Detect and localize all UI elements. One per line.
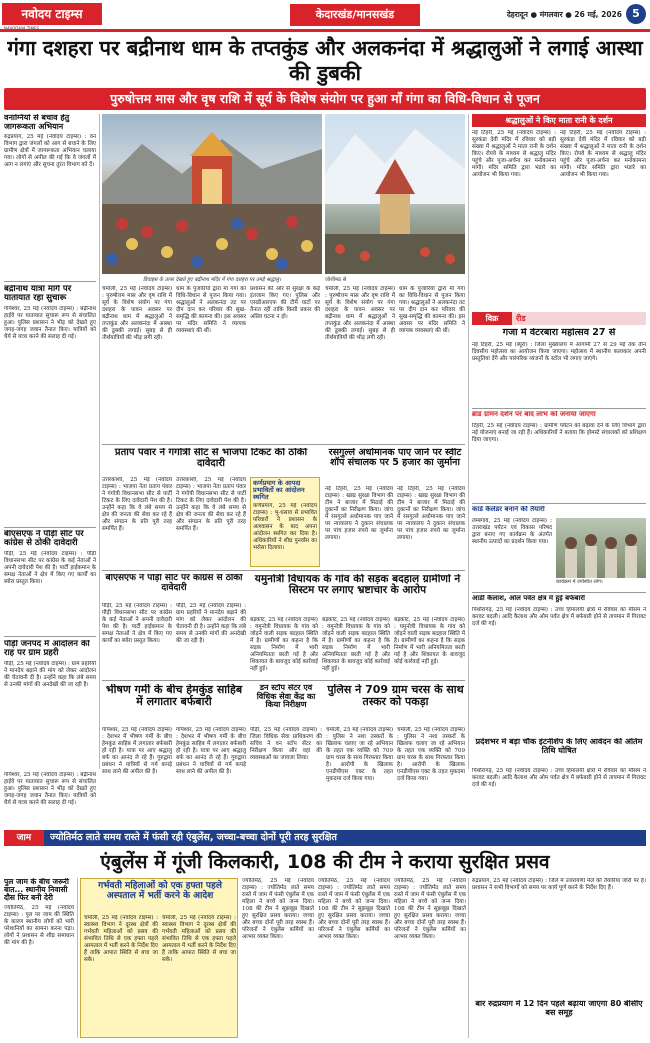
lead-story-col-4: चमोली, 25 मई (नवोदय टाइम्स) : पुरुषोत्तम मास और वृष राशि में सूर्य के विशेष संयोग पर गंगा दशहरा के पावन अवसर पर बद्रीनाथ धाम में श्रद्धालुओं ने तप्तकुंड और अलकनंदा में आस्था की डुबकी लगाई। सुबह से ही तीर्थयात्रियों की भीड़ लगी रही। xyxy=(325,286,395,341)
left-brief-3-text: पौड़ी, 25 मई (नवोदय टाइम्स) : पौड़ी विधानसभा सीट पर कांग्रेस के कई नेताओं ने अपनी दावेदारी पेश की है। पार्टी हाईकमान के समक्ष नेताओं ने क्षेत्र में किए गए कार्यों का ब्योरा प्रस्तुत किया। xyxy=(4,551,96,586)
bottom-story-col-2: ज्योतिर्मठ, 25 मई (नवोदय टाइम्स) : ज्योतिर्मठ लाते समय रास्ते में जाम में फंसी एंबुलेंस में एक महिला ने बच्चे को जन्म दिया। 108 की टीम ने सूझबूझ दिखाते हुए सुरक्षित प्रसव कराया। जच्चा और बच्चा दोनों पूरी तरह स्वस्थ हैं। परिजनों ने एंबुलेंस कर्मियों का आभार व्यक्त किया। xyxy=(318,878,390,940)
pratap-text-a: उत्तरकाशी, 25 मई (नवोदय टाइम्स) : भाजपा नेता प्रताप पंवार ने गंगोत्री विधानसभा सीट से पार्टी टिकट के लिए दावेदारी पेश की है। उन्होंने कहा कि वे लंबे समय से क्षेत्र की जनता की सेवा कर रहे हैं और संगठन के प्रति पूरी तरह समर्पित हैं। xyxy=(102,477,172,532)
page-number: 5 xyxy=(626,4,646,24)
right-brief-4-photo xyxy=(556,518,646,578)
left-brief-3 xyxy=(4,530,96,634)
yamunotri-text-a: बड़कोट, 25 मई (नवोदय टाइम्स) : यमुनोत्री विधायक के गांव को जोड़ने वाली सड़क बदहाल स्थिति में है। ग्रामीणों का कहना है कि सड़क निर्माण में भारी अनियमितता बरती गई है और शिकायत के बावजूद कोई कार्रवाई नहीं हुई। xyxy=(250,617,318,672)
divider xyxy=(4,281,96,282)
right-brief-5-title: आर्डी कैलाश, ओल पर्वत क्षेत्र में हुई बर्फबारी xyxy=(472,595,585,602)
temple-crowd-illustration xyxy=(102,114,322,274)
karnaprayag-box xyxy=(250,477,320,567)
bottom-left-brief-text: ज्योतिर्मठ, 25 मई (नवोदय टाइम्स) : पुल पर जाम की स्थिति के कारण स्थानीय लोगों को भारी परेशानियों का सामना करना पड़ा। लोगों ने प्रशासन से शीघ्र समाधान की मांग की है। xyxy=(4,905,74,947)
right-brief-1-title: श्रद्धालुओं ने किए माता रानी के दर्शन xyxy=(505,116,613,125)
pregnant-women-text-b: चमोली, 25 मई (नवोदय टाइम्स) : स्वास्थ्य विभाग ने दूरस्थ क्षेत्रों की गर्भवती महिलाओं को प्रसव की संभावित तिथि से एक हफ्ता पहले अस्पताल में भर्ती करने के निर्देश दिए हैं ताकि आपात स्थिति से बचा जा सके। xyxy=(162,915,236,963)
divider xyxy=(102,680,465,681)
right-photo xyxy=(325,114,465,274)
onestop-text: पौड़ी, 25 मई (नवोदय टाइम्स) : जिला विधिक सेवा प्राधिकरण की सचिव ने वन स्टॉप सेंटर का निरीक्षण किया और वहां की व्यवस्थाओं का जायजा लिया। xyxy=(250,727,322,761)
divider xyxy=(472,592,646,593)
lead-story-col-3: प्रशासन की ओर से सुरक्षा के कड़े इंतजाम किए गए। पुलिस और एसडीआरएफ की टीमें घाटों पर तैनात रहीं ताकि किसी प्रकार की अप्रिय घटना न हो। xyxy=(250,286,320,320)
left-brief-2-title: बद्रीनाथ यात्रा मार्ग पर यातायात रहा सुचारू xyxy=(4,285,72,304)
lead-photo-caption: डिवाइस के ऊपर देखते हुए बद्रीनाथ मंदिर में गंगा दशहरा पर उमड़े श्रद्धालु। xyxy=(142,277,282,283)
right-section-label-red: विक्र xyxy=(472,312,512,325)
pratap-text-b: उत्तरकाशी, 25 मई (नवोदय टाइम्स) : भाजपा नेता प्रताप पंवार ने गंगोत्री विधानसभा सीट से पार्टी टिकट के लिए दावेदारी पेश की है। उन्होंने कहा कि वे लंबे समय से क्षेत्र की जनता की सेवा कर रहे हैं और संगठन के प्रति पूरी तरह समर्पित हैं। xyxy=(176,477,246,532)
karnaprayag-title: कर्णप्रयाग के आपदा प्रभावितों का आंदोलन स्थगित xyxy=(253,479,305,502)
column-rule xyxy=(99,114,100,769)
left-brief-2-text: गोपेश्वर, 25 मई (नवोदय टाइम्स) : बद्रीनाथ हाईवे पर यातायात सुचारू रूप से संचालित हुआ। पुलिस प्रशासन ने भीड़ को देखते हुए जगह-जगह जवान तैनात किए। यात्रियों को धैर्य से यात्रा करने की सलाह दी गई। xyxy=(4,306,96,341)
onestop-title: डन स्टॉप सेंटर एवं विधिक सेवा केंद्र का किया निरीक्षण xyxy=(256,684,316,710)
rasgulle-text-b: नई टिहरी, 25 मई (नवोदय टाइम्स) : खाद्य सुरक्षा विभाग की टीम ने बाजार में मिठाई की दुकानों का निरीक्षण किया। जांच में रसगुल्ले अधोमानक पाए जाने पर न्यायालय ने दुकान संचालक पर पांच हजार रुपये का जुर्माना लगाया। xyxy=(397,486,465,541)
right-section-label xyxy=(472,312,646,325)
right-brief-1-text-b: नई टिहरी, 25 मई (नवोदय टाइम्स) : सुरकंडा देवी मंदिर में रविवार को बड़ी संख्या में श्रद्धालुओं ने माता रानी के दर्शन किए। रोपवे के माध्यम से श्रद्धालु मंदिर पहुंचे और पूजा-अर्चना कर मनोकामना मांगी। मंदिर समिति द्वारा भंडारे का आयोजन भी किया गया। xyxy=(560,130,646,178)
right-photo-caption: जोशीमठ से xyxy=(325,277,347,283)
pratap-headline: प्रताप पंवार ने गंगोत्री सीट से भाजपा टिकट की ठोकी दावेदारी xyxy=(114,448,308,469)
right-section-label-text: रीड xyxy=(516,314,526,323)
bottom-ticker-text: ज्योतिर्मठ लाते समय रास्ते में फंसी रही एंबुलेंस, जच्चा-बच्चा दोनों पूरी तरह सुरक्षित xyxy=(50,832,337,843)
lead-headline: गंगा दशहरा पर बद्रीनाथ धाम के तप्तकुंड और अलकनंदा में श्रद्धालुओं ने लगाई आस्था की डुबकी xyxy=(7,36,643,85)
column-rule xyxy=(468,114,469,769)
right-brief-5-text: पिथौरागढ़, 25 मई (नवोदय टाइम्स) : उच्च हिमालयी क्षेत्रों में रविवार को मौसम ने करवट बदली। आदि कैलाश और ओम पर्वत क्षेत्र में बर्फबारी होने से तापमान में गिरावट दर्ज की गई। xyxy=(472,607,646,627)
divider xyxy=(102,444,465,445)
karnaprayag-text: कर्णप्रयाग, 25 मई (नवोदय टाइम्स) : भू-धंसाव से प्रभावित परिवारों ने प्रशासन के आश्वासन के बाद अपना आंदोलन स्थगित कर दिया है। अधिकारियों ने शीघ्र पुनर्वास का भरोसा दिलाया। xyxy=(253,503,317,552)
right-brief-4-caption: कार्यक्रम में उपस्थित लोग। xyxy=(556,579,603,585)
left-brief-1 xyxy=(4,114,96,280)
header-bar xyxy=(0,0,650,32)
pregnant-women-box xyxy=(80,878,238,1038)
divider xyxy=(472,408,646,409)
divider xyxy=(4,527,96,528)
divider xyxy=(102,570,465,571)
left-brief-4-more: गोपेश्वर, 25 मई (नवोदय टाइम्स) : बद्रीनाथ हाईवे पर यातायात सुचारू रूप से संचालित हुआ। पुलिस प्रशासन ने भीड़ को देखते हुए जगह-जगह जवान तैनात किए। यात्रियों को धैर्य से यात्रा करने की सलाह दी गई। xyxy=(4,772,96,806)
right-col-more: पिथौरागढ़, 25 मई (नवोदय टाइम्स) : उच्च हिमालयी क्षेत्रों में रविवार को मौसम ने करवट बदली। आदि कैलाश और ओम पर्वत क्षेत्र में बर्फबारी होने से तापमान में गिरावट दर्ज की गई। xyxy=(472,768,646,788)
section-name: केदारखंड/मानसखंड xyxy=(290,4,420,26)
lead-story-col-1: चमोली, 25 मई (नवोदय टाइम्स) : पुरुषोत्तम मास और वृष राशि में सूर्य के विशेष संयोग पर गंगा दशहरा के पावन अवसर पर बद्रीनाथ धाम में श्रद्धालुओं ने तप्तकुंड और अलकनंदा में आस्था की डुबकी लगाई। सुबह से ही तीर्थयात्रियों की भीड़ लगी रही। xyxy=(102,286,172,341)
hemkund-title: भीषण गर्मी के बीच हेमकुंड साहिब में लगातार बर्फबारी xyxy=(105,684,243,708)
lead-subheadline: पुरुषोत्तम मास और वृष राशि में सूर्य के विशेष संयोग पर हुआ माँ गंगा का विधि-विधान से पूजन xyxy=(110,91,540,106)
police-text-b: चमोली, 25 मई (नवोदय टाइम्स) : पुलिस ने नशा तस्करों के खिलाफ चलाए जा रहे अभियान के तहत एक व्यक्ति को 709 ग्राम चरस के साथ गिरफ्तार किया है। आरोपी के खिलाफ एनडीपीएस एक्ट के तहत मुकदमा दर्ज किया गया। xyxy=(397,727,465,782)
yamunotri-text-b: बड़कोट, 25 मई (नवोदय टाइम्स) : यमुनोत्री विधायक के गांव को जोड़ने वाली सड़क बदहाल स्थिति में है। ग्रामीणों का कहना है कि सड़क निर्माण में भारी अनियमितता बरती गई है और शिकायत के बावजूद कोई कार्रवाई नहीं हुई। xyxy=(322,617,390,672)
masthead-english: NAVODAYA TIMES xyxy=(4,26,40,31)
bottom-left-brief-title: पुल जाम के बीच जरूरी बात... स्थानीय निवासी दौस फिर बनी देरी xyxy=(4,878,69,903)
police-title: पुलिस ने 709 ग्राम चरस के साथ तस्कर को पकड़ा xyxy=(327,684,464,708)
rasgulle-title: रसगुल्ले अधोमानक पाए जाने पर स्वीट शॉप संचालक पर 5 हजार का जुर्माना xyxy=(328,448,462,469)
bottom-story-col-1: ज्योतिर्मठ, 25 मई (नवोदय टाइम्स) : ज्योतिर्मठ लाते समय रास्ते में जाम में फंसी एंबुलेंस में एक महिला ने बच्चे को जन्म दिया। 108 की टीम ने सूझबूझ दिखाते हुए सुरक्षित प्रसव कराया। जच्चा और बच्चा दोनों पूरी तरह स्वस्थ हैं। परिजनों ने एंबुलेंस कर्मियों का आभार व्यक्त किया। xyxy=(242,878,314,940)
left-brief-3-title: बीएसएफ ने पौड़ी सीट पर कांग्रेस से ठोकी दावेदारी xyxy=(4,530,84,549)
right-brief-4-text: लम्बगांव, 25 मई (नवोदय टाइम्स) : उत्तराखंड पर्यटन एवं विकास परिषद द्वारा बनाए गए कार्यक्रम के अंतर्गत स्थानीय उत्पादों का प्रदर्शन किया गया। xyxy=(472,518,552,545)
hemkund-text-a: गोपेश्वर, 25 मई (नवोदय टाइम्स) : देशभर में भीषण गर्मी के बीच हेमकुंड साहिब में लगातार बर्फबारी हो रही है। यात्रा पर आए श्रद्धालु बर्फ का आनंद ले रहे हैं। गुरुद्वारा प्रबंधन ने यात्रियों से गर्म कपड़े साथ लाने की अपील की है। xyxy=(102,727,172,775)
police-text-a: चमोली, 25 मई (नवोदय टाइम्स) : पुलिस ने नशा तस्करों के खिलाफ चलाए जा रहे अभियान के तहत एक व्यक्ति को 709 ग्राम चरस के साथ गिरफ्तार किया है। आरोपी के खिलाफ एनडीपीएस एक्ट के तहत मुकदमा दर्ज किया गया। xyxy=(326,727,393,782)
right-brief-4-title: कार्ड कैलेंडर बनाने की तैयारी xyxy=(472,506,545,513)
divider xyxy=(4,636,96,637)
bottom-headline: एंबुलेंस में गूंजी किलकारी, 108 की टीम ने कराया सुरक्षित प्रसव xyxy=(100,851,550,873)
left-brief-4-text: पौड़ी, 25 मई (नवोदय टाइम्स) : ग्राम प्रहरियों ने मानदेय बढ़ाने की मांग को लेकर आंदोलन की चेतावनी दी है। उन्होंने कहा कि लंबे समय से उनकी मांगों की अनदेखी की जा रही है। xyxy=(4,661,96,689)
bottom-ticker xyxy=(4,830,646,846)
yamunotri-title: यमुनोत्री विधायक के गांव की सड़क बदहाल ग्रामीणों ने सिस्टम पर लगाए भ्रष्टाचार के आरोप xyxy=(254,574,461,597)
right-brief-6-title: प्रदेशभर में बड़ा चौक इंटर्नशिप के लिए आवेदन की अंतिम तिथि घोषित xyxy=(475,738,643,755)
left-brief-4 xyxy=(4,640,96,770)
right-brief-3-text: टिहरी, 25 मई (नवोदय टाइम्स) : ग्रामीण पर्यटन को बढ़ावा देने के लिए विभाग द्वारा नई योजनाएं बनाई जा रही हैं। अधिकारियों ने बताया कि होमस्टे संचालकों को प्रशिक्षण दिया जाएगा। xyxy=(472,423,646,443)
bottom-right-title: बार रुद्रप्रयाग में 12 दिन पहले बढ़ाया जाएगा 80 बीसीए बस समूह xyxy=(475,1000,643,1017)
masthead: नवोदय टाइम्स xyxy=(2,3,102,25)
left-brief-2 xyxy=(4,285,96,525)
divider xyxy=(472,503,646,504)
pregnant-women-text-a: चमोली, 25 मई (नवोदय टाइम्स) : स्वास्थ्य विभाग ने दूरस्थ क्षेत्रों की गर्भवती महिलाओं को प्रसव की संभावित तिथि से एक हफ्ता पहले अस्पताल में भर्ती करने के निर्देश दिए हैं ताकि आपात स्थिति से बचा जा सके। xyxy=(84,915,158,963)
bottom-left-brief xyxy=(4,878,74,1038)
bottom-ticker-label: जाम xyxy=(4,830,44,846)
lead-story-col-2: धाम के पुजारियों द्वारा माँ गंगा का विधि-विधान से पूजन किया गया। श्रद्धालुओं ने अलकनंदा तट पर दीप दान कर परिवार की सुख-समृद्धि की कामना की। इस अवसर पर मंदिर समिति ने व्यापक व्यवस्थाएं की थीं। xyxy=(176,286,246,334)
bottom-story-col-3: ज्योतिर्मठ, 25 मई (नवोदय टाइम्स) : ज्योतिर्मठ लाते समय रास्ते में जाम में फंसी एंबुलेंस में एक महिला ने बच्चे को जन्म दिया। 108 की टीम ने सूझबूझ दिखाते हुए सुरक्षित प्रसव कराया। जच्चा और बच्चा दोनों पूरी तरह स्वस्थ हैं। परिजनों ने एंबुलेंस कर्मियों का आभार व्यक्त किया। xyxy=(394,878,466,940)
lead-photo xyxy=(102,114,322,274)
left-brief-4-title: पौड़ी जनपद में आंदोलन की राह पर ग्राम प्रहरी xyxy=(4,640,90,659)
mountain-temple-illustration xyxy=(325,114,465,274)
yamunotri-text-c: बड़कोट, 25 मई (नवोदय टाइम्स) : यमुनोत्री विधायक के गांव को जोड़ने वाली सड़क बदहाल स्थिति में है। ग्रामीणों का कहना है कि सड़क निर्माण में भारी अनियमितता बरती गई है और शिकायत के बावजूद कोई कार्रवाई नहीं हुई। xyxy=(394,617,465,665)
column-rule xyxy=(77,878,78,1038)
hemkund-text-b: गोपेश्वर, 25 मई (नवोदय टाइम्स) : देशभर में भीषण गर्मी के बीच हेमकुंड साहिब में लगातार बर्फबारी हो रही है। यात्रा पर आए श्रद्धालु बर्फ का आनंद ले रहे हैं। गुरुद्वारा प्रबंधन ने यात्रियों से गर्म कपड़े साथ लाने की अपील की है। xyxy=(176,727,246,775)
right-brief-1-title-bar xyxy=(472,114,646,127)
left-brief-1-title: वनाग्नियों से बचाव हेतु जागरूकता अभियान xyxy=(4,114,70,131)
right-brief-2-text: नई टिहरी, 25 मई (ब्यूरो) : जिला मुख्यालय में आगामी 27 से 29 मई तक तीन दिवसीय महोत्सव का आयोजन किया जाएगा। महोत्सव में स्थानीय कलाकार अपनी प्रस्तुतियां देंगे और पारंपरिक व्यंजनों के स्टॉल भी लगाए जाएंगे। xyxy=(472,342,646,362)
edition-date: देहरादून ● मंगलवार ● 26 मई, 2026 xyxy=(506,10,622,19)
group-photo-illustration xyxy=(556,518,646,578)
right-brief-3-title: ब्रांड ग्रामन दर्शन पर बाद लाभ को जनाया जाएगा xyxy=(472,411,596,418)
congress-text-b: पौड़ी, 25 मई (नवोदय टाइम्स) : ग्राम प्रहरियों ने मानदेय बढ़ाने की मांग को लेकर आंदोलन की चेतावनी दी है। उन्होंने कहा कि लंबे समय से उनकी मांगों की अनदेखी की जा रही है। xyxy=(176,603,246,644)
lead-subheadline-bar xyxy=(4,88,646,110)
congress-text-a: पौड़ी, 25 मई (नवोदय टाइम्स) : पौड़ी विधानसभा सीट पर कांग्रेस के कई नेताओं ने अपनी दावेदारी पेश की है। पार्टी हाईकमान के समक्ष नेताओं ने क्षेत्र में किए गए कार्यों का ब्योरा प्रस्तुत किया। xyxy=(102,603,172,644)
right-brief-1-text-a: नई टिहरी, 25 मई (नवोदय टाइम्स) : सुरकंडा देवी मंदिर में रविवार को बड़ी संख्या में श्रद्धालुओं ने माता रानी के दर्शन किए। रोपवे के माध्यम से श्रद्धालु मंदिर पहुंचे और पूजा-अर्चना कर मनोकामना मांगी। मंदिर समिति द्वारा भंडारे का आयोजन भी किया गया। xyxy=(472,130,556,178)
column-rule xyxy=(468,878,469,1038)
congress-title: बीएसएफ ने पौड़ी सीट पर कांग्रेस से ठोकी दावेदारी xyxy=(105,574,243,593)
rasgulle-text-a: नई टिहरी, 25 मई (नवोदय टाइम्स) : खाद्य सुरक्षा विभाग की टीम ने बाजार में मिठाई की दुकानों का निरीक्षण किया। जांच में रसगुल्ले अधोमानक पाए जाने पर न्यायालय ने दुकान संचालक पर पांच हजार रुपये का जुर्माना लगाया। xyxy=(325,486,393,541)
bottom-right-text: रुद्रप्रयाग, 25 मई (नवोदय टाइम्स) : जिले में उत्तरायणी मेले की तैयारियां जोरों पर हैं। प्रशासन ने सभी विभागों को समय पर कार्य पूर्ण करने के निर्देश दिए हैं। xyxy=(472,878,646,891)
lead-story-col-5: धाम के पुजारियों द्वारा माँ गंगा का विधि-विधान से पूजन किया गया। श्रद्धालुओं ने अलकनंदा तट पर दीप दान कर परिवार की सुख-समृद्धि की कामना की। इस अवसर पर मंदिर समिति ने व्यापक व्यवस्थाएं की थीं। xyxy=(399,286,465,334)
left-brief-1-text: रुद्रप्रयाग, 25 मई (नवोदय टाइम्स) : वन विभाग द्वारा जंगलों को आग से बचाने के लिए ग्रामीण क्षेत्रों में जागरूकता अभियान चलाया गया। लोगों से अपील की गई कि वे जंगलों में आग न लगाएं और सूचना तुरंत विभाग को दें। xyxy=(4,134,96,169)
pregnant-women-title: गर्भवती महिलाओं को एक हफ्ता पहले अस्पताल में भर्ती करने के आदेश xyxy=(98,881,222,901)
right-brief-2-title: गजा में वेटरबारा महोत्सव 27 से xyxy=(502,328,616,338)
